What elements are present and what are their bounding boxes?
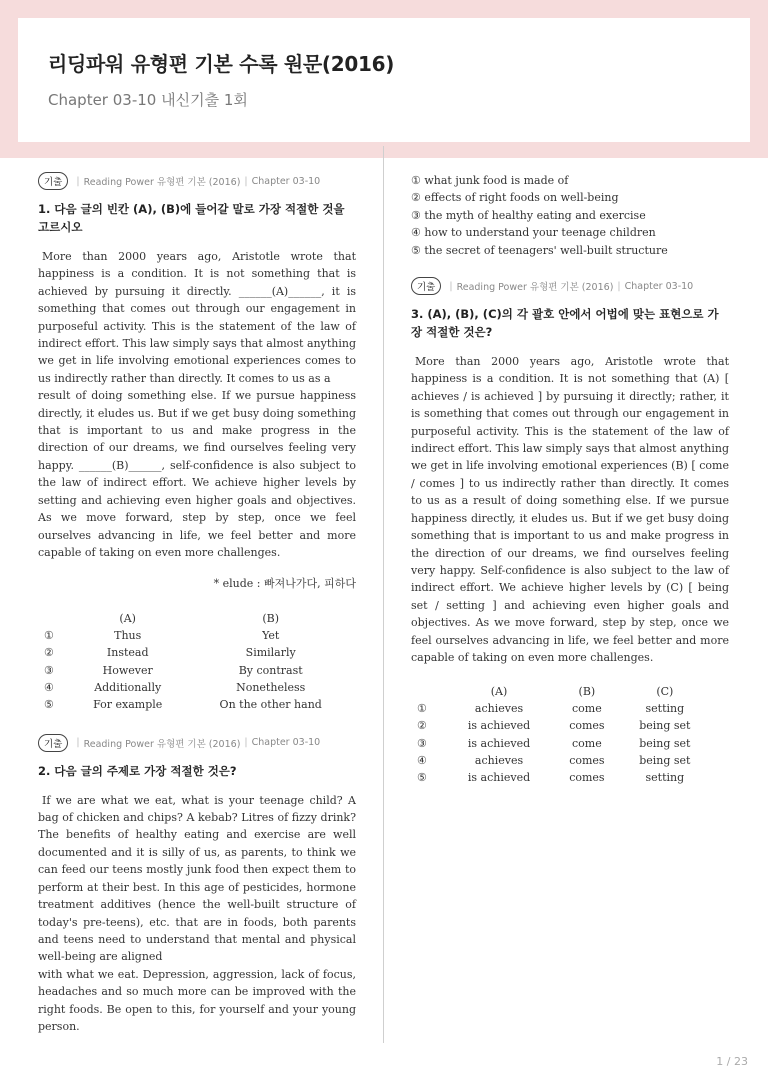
q3-choice-row[interactable] (411, 752, 711, 769)
choice-a: Additionally (94, 681, 162, 695)
q1-choice-row[interactable] (38, 627, 356, 644)
q3-header-a: (A) (490, 684, 508, 698)
exam-badge: 기출 (38, 172, 68, 190)
page-number: 1 / 23 (716, 1055, 748, 1068)
choice-number: ① (417, 701, 427, 715)
q2-option[interactable]: ② effects of right foods on well-being (411, 191, 619, 205)
q1-choice-table (38, 609, 356, 713)
header-card (18, 18, 750, 142)
q3-text-4: and achieving even higher goals and objectives. As we move forward, step by step, once we feel ourselves advancing in life, we feel better and more capable of taking on even more challenges. (411, 598, 729, 664)
source-label: Reading Power 유형편 기본 (2016) (83, 738, 241, 750)
left-column (38, 172, 356, 1035)
meta-separator: | (76, 737, 80, 749)
q1-choice-row[interactable] (38, 661, 356, 678)
q1-footnote: * elude : 빠져나가다, 피하다 (213, 577, 356, 591)
choice-b: come (572, 736, 602, 750)
q3-passage-text (411, 353, 729, 666)
meta-separator: | (76, 175, 80, 187)
q3-choice-row[interactable] (411, 717, 711, 734)
q1-header-a: (A) (119, 611, 136, 625)
chapter-label: Chapter 03-10 (624, 280, 694, 292)
exam-badge: 기출 (411, 277, 441, 295)
q3-text-3: to us indirectly rather than directly. It comes to us as a result of doing something else. If we pursue happiness directly, it eludes us. But if we get busy doing something that is important to us and make progress in the direction of our dreams, we find ourselves feeling very happy. Self-confidence is also subject to the law of indirect effort. We achieve higher levels by (C) (411, 476, 729, 595)
q1-passage-part2: result of doing something else. If we pursue happiness directly, it eludes us. But if we get busy doing something that is important to us and make progress in the direction of our dreams, we find ourselves feeling very happy. ______(B)______, self-confidence is also subject to the law of indirect effort. We achieve higher levels by setting and achieving even higher goals and objectives. As we move forward, step by step, once we feel ourselves advancing in life, we feel better and more capable of taking on even more challenges. (38, 389, 356, 559)
choice-a: For example (93, 698, 163, 712)
document-title: 리딩파워 유형편 기본 수록 원문(2016) (48, 52, 395, 76)
q3-meta (411, 277, 729, 295)
q1-choice-row[interactable] (38, 696, 356, 713)
right-column (411, 172, 729, 787)
choice-number: ⑤ (44, 698, 54, 712)
q1-choice-row[interactable] (38, 679, 356, 696)
q1-header-b: (B) (262, 611, 280, 625)
document-subtitle: Chapter 03-10 내신기출 1회 (48, 91, 248, 109)
choice-c: being set (639, 754, 691, 768)
q1-choice-row[interactable] (38, 644, 356, 661)
choice-a: is achieved (467, 736, 531, 750)
q3-choice-row[interactable] (411, 735, 711, 752)
choice-b: On the other hand (219, 698, 322, 712)
q2-passage-part2: with what we eat. Depression, aggression, lack of focus, headaches and so much more can be improved with the right foods. Be open to this, for yourself and your young person. (38, 967, 356, 1033)
q2-option[interactable]: ④ how to understand your teenage children (411, 226, 656, 240)
choice-b: Yet (262, 628, 280, 642)
meta-separator: | (617, 280, 621, 292)
choice-number: ② (417, 719, 427, 733)
meta-separator: | (244, 175, 248, 187)
choice-b: Nonetheless (236, 681, 306, 695)
column-divider (383, 146, 384, 1043)
source-label: Reading Power 유형편 기본 (2016) (83, 177, 241, 188)
source-label: Reading Power 유형편 기본 (2016) (456, 282, 614, 294)
q2-options (411, 172, 729, 259)
choice-b: By contrast (238, 663, 303, 677)
q3-choice-table (411, 682, 711, 786)
choice-b: comes (569, 771, 605, 785)
q3-choice-row[interactable] (411, 700, 711, 717)
q2-passage-part1: If we are what we eat, what is your teenage child? A bag of chicken and chips? A kebab? Litres of fizzy drink? The benefits of healthy eating and exercise are well documented and it is silly of us, as parents, to think we can feed our teens mostly junk food then expect them to perform at their best. In this age of pesticides, hormone treatment additives (hence the well-built structure of today's pre-teens), etc. that are in foods, both parents and teens need to understand that mental and physical well-being are aligned (38, 793, 356, 964)
meta-separator: | (449, 280, 453, 292)
choice-number: ① (44, 628, 54, 642)
choice-a: is achieved (467, 771, 531, 785)
q3-passage (411, 353, 729, 666)
choice-a: is achieved (467, 719, 531, 733)
choice-number: ④ (417, 754, 427, 768)
choice-a: achieves (474, 754, 524, 768)
choice-a: Thus (114, 628, 142, 642)
q1-choice-header (38, 609, 356, 626)
q3-option-a: [ achieves / is achieved ] (411, 372, 729, 403)
q2-meta (38, 734, 356, 752)
q3-option-c: [ being set / setting ] (411, 581, 730, 612)
meta-separator: | (244, 737, 248, 749)
q3-title: 3. (A), (B), (C)의 각 괄호 안에서 어법에 맞는 표현으로 가장 적절한 것은? (411, 307, 719, 340)
choice-c: being set (639, 719, 691, 733)
q2-option[interactable]: ⑤ the secret of teenagers' well-built structure (411, 243, 668, 257)
q2-option[interactable]: ① what junk food is made of (411, 174, 569, 187)
q2-passage (38, 792, 356, 1036)
choice-b: comes (569, 719, 605, 733)
choice-a: However (102, 663, 153, 677)
q3-option-b: [ come / comes ] (411, 459, 729, 490)
q1-meta (38, 172, 356, 190)
q1-title: 1. 다음 글의 빈칸 (A), (B)에 들어갈 말로 가장 적절한 것을 고르시오 (38, 202, 345, 234)
q3-text-1: More than 2000 years ago, Aristotle wrote that happiness is a condition. It is not something that (A) (411, 355, 729, 386)
choice-number: ② (44, 646, 54, 660)
q3-choice-row[interactable] (411, 769, 711, 786)
choice-a: Instead (106, 646, 149, 660)
choice-c: setting (645, 701, 685, 715)
q3-header-b: (B) (578, 684, 596, 698)
choice-b: Similarly (245, 646, 296, 660)
choice-number: ③ (417, 736, 427, 750)
exam-badge: 기출 (38, 734, 68, 752)
q1-passage-part1: More than 2000 years ago, Aristotle wrote that happiness is a condition. It is not something that is achieved by pursuing it directly. ______(A)______, it is something that comes out through our engagement in purposeful activity. This is the statement of the law of indirect effort. This law simply says that almost anything we get in life involving emotional experiences comes to us indirectly rather than directly. It comes to us as a (38, 250, 356, 385)
choice-b: comes (569, 754, 605, 768)
choice-c: being set (639, 736, 691, 750)
chapter-label: Chapter 03-10 (251, 737, 321, 749)
choice-number: ⑤ (417, 771, 427, 785)
choice-number: ④ (44, 681, 54, 695)
choice-number: ③ (44, 663, 54, 677)
choice-c: setting (645, 771, 685, 785)
q3-text-2: by pursuing it directly; rather, it is something that comes out through our engagement in purposeful activity. This is the statement of the law of indirect effort. This law simply says that almost anything we get in life involving emotional experiences (B) (411, 389, 729, 473)
q2-title: 2. 다음 글의 주제로 가장 적절한 것은? (38, 763, 237, 778)
q3-header-c: (C) (656, 684, 674, 698)
q2-option[interactable]: ③ the myth of healthy eating and exercise (411, 208, 646, 222)
choice-b: come (572, 701, 602, 715)
chapter-label: Chapter 03-10 (251, 175, 321, 187)
choice-a: achieves (474, 701, 524, 715)
q1-passage (38, 248, 356, 561)
q3-choice-header (411, 682, 711, 699)
